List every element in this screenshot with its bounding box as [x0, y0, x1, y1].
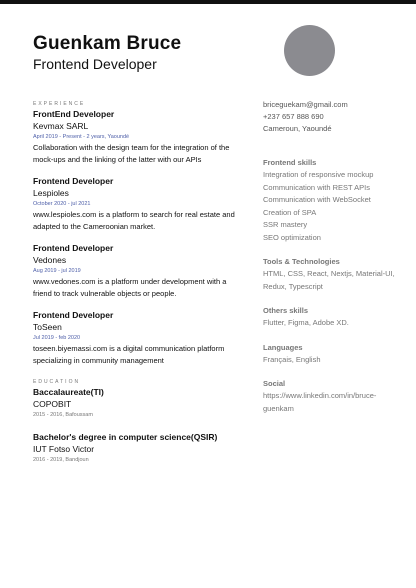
- experience-entry: [33, 176, 245, 233]
- sidebar-column: [263, 99, 408, 415]
- list-item: Creation of SPA: [263, 207, 317, 217]
- school-name: IUT Fotso Victor: [33, 444, 95, 454]
- list-item: SEO optimization: [263, 232, 321, 242]
- list-item[interactable]: https://www.linkedin.com/in/bruce-: [263, 391, 377, 400]
- others-skills-heading: Others skills: [263, 306, 309, 315]
- school-name: COPOBIT: [33, 399, 72, 409]
- main-column: [33, 99, 245, 475]
- education-entry: [33, 387, 245, 420]
- others-skills-list: [263, 317, 408, 330]
- list-item: Redux, Typescript: [263, 281, 323, 291]
- job-date: Jul 2019 - feb 2020: [33, 335, 81, 341]
- tools-heading: Tools & Technologies: [263, 257, 340, 266]
- job-date: October 2020 - jul 2021: [33, 201, 91, 207]
- education-date: 2016 - 2019, Bandjoun: [33, 457, 89, 463]
- list-item: Français, English: [263, 354, 321, 364]
- job-title: Frontend Developer: [33, 243, 114, 253]
- degree-title: Bachelor's degree in computer science(QSIR): [33, 432, 218, 442]
- job-company: Vedones: [33, 255, 67, 265]
- languages-heading: Languages: [263, 342, 303, 352]
- job-description: www.lespioles.com is a platform to search for real estate and adapted to the Cameroonian market.: [33, 210, 235, 231]
- job-description: Collaboration with the design team for the integration of the mock-ups and the linking of the latter with our APIs: [33, 143, 230, 164]
- contact-location: Cameroun, Yaoundé: [263, 124, 332, 133]
- job-company: Kevmax SARL: [33, 121, 89, 131]
- languages-list: [263, 354, 408, 367]
- degree-title: Baccalaureate(TI): [33, 387, 104, 397]
- experience-label: EXPERIENCE: [33, 101, 86, 107]
- job-description: www.vedones.com is a platform under development with a friend to track vulnerable objects or people.: [33, 277, 227, 298]
- experience-entry: [33, 243, 245, 300]
- contact-email[interactable]: briceguekam@gmail.com: [263, 100, 348, 109]
- list-item: Integration of responsive mockup: [263, 170, 374, 179]
- list-item: Communication with WebSocket: [263, 195, 371, 204]
- job-company: Lespioles: [33, 188, 69, 198]
- tools-list: [263, 268, 408, 293]
- job-description: toseen.biyemassi.com is a digital communication platform specializing in community management: [33, 344, 225, 365]
- frontend-skills-heading: Frontend skills: [263, 158, 317, 167]
- top-border: [0, 0, 416, 4]
- job-title: FrontEnd Developer: [33, 109, 115, 119]
- education-entry: [33, 432, 245, 465]
- list-item: Flutter, Figma, Adobe XD.: [263, 318, 349, 327]
- social-heading: Social: [263, 379, 286, 388]
- job-date: April 2019 - Present - 2 years, Yaoundé: [33, 134, 130, 140]
- avatar: [284, 25, 335, 76]
- list-item: SSR mastery: [263, 220, 308, 229]
- frontend-skills-list: [263, 169, 408, 244]
- education-label: EDUCATION: [33, 379, 81, 385]
- social-link[interactable]: [263, 390, 408, 415]
- job-company: ToSeen: [33, 322, 62, 332]
- experience-entry: [33, 310, 245, 367]
- candidate-name: Guenkam Bruce: [33, 33, 182, 54]
- list-item: HTML, CSS, React, Nextjs, Material-UI,: [263, 269, 395, 278]
- job-title: Frontend Developer: [33, 176, 114, 186]
- list-item[interactable]: guenkam: [263, 403, 294, 413]
- contact-phone[interactable]: +237 657 888 690: [263, 112, 324, 121]
- job-title: Frontend Developer: [33, 310, 114, 320]
- experience-entry: [33, 109, 245, 166]
- candidate-role: Frontend Developer: [33, 56, 157, 72]
- list-item: Communication with REST APIs: [263, 182, 370, 192]
- job-date: Aug 2019 - jul 2019: [33, 268, 81, 274]
- education-date: 2015 - 2016, Bafoussam: [33, 412, 93, 418]
- contact-block: [263, 99, 408, 135]
